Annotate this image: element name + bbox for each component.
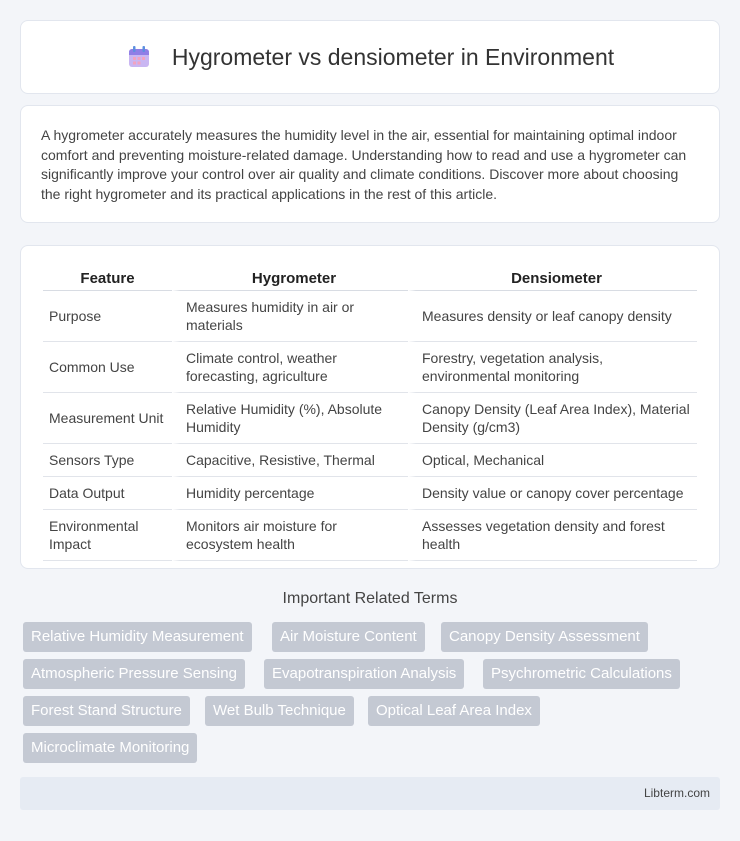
related-term-tag[interactable]: Optical Leaf Area Index (368, 696, 540, 726)
table-header-cell: Feature (43, 266, 172, 291)
table-row (43, 477, 697, 510)
title-card (20, 20, 720, 94)
intro-card (20, 105, 720, 223)
table-cell: Humidity percentage (172, 477, 408, 510)
table-header-row (43, 266, 697, 291)
comparison-table (43, 266, 697, 561)
related-term-tag[interactable]: Wet Bulb Technique (205, 696, 354, 726)
related-term-tag[interactable]: Relative Humidity Measurement (23, 622, 252, 652)
table-cell: Measures humidity in air or materials (172, 291, 408, 342)
table-cell: Sensors Type (43, 444, 172, 477)
table-cell: Environmental Impact (43, 510, 172, 561)
table-cell: Density value or canopy cover percentage (408, 477, 697, 510)
related-term-tag[interactable]: Forest Stand Structure (23, 696, 190, 726)
footer-site-link[interactable]: Libterm.com (643, 786, 710, 800)
related-term-tag[interactable]: Psychrometric Calculations (483, 659, 680, 689)
table-row (43, 291, 697, 342)
table-cell: Assesses vegetation density and forest health (408, 510, 697, 561)
table-cell: Capacitive, Resistive, Thermal (172, 444, 408, 477)
table-cell: Measurement Unit (43, 393, 172, 444)
table-cell: Monitors air moisture for ecosystem health (172, 510, 408, 561)
intro-paragraph: A hygrometer accurately measures the humidity level in the air, essential for maintaining optimal indoor comfort and preventing moisture-related damage. Understanding how to read and use a hygrometer can significantly improve your control over air quality and climate conditions. Discover more about choosing the right hygrometer and its practical applications in the rest of this article. (41, 127, 687, 202)
table-row (43, 510, 697, 561)
table-cell: Purpose (43, 291, 172, 342)
footer (20, 777, 720, 810)
table-header-cell: Hygrometer (172, 266, 408, 291)
table-cell: Forestry, vegetation analysis, environmental monitoring (408, 342, 697, 393)
related-term-tag[interactable]: Air Moisture Content (272, 622, 425, 652)
related-terms-title: Important Related Terms (282, 590, 458, 607)
calendar-icon (126, 44, 152, 70)
related-term-tag[interactable]: Atmospheric Pressure Sensing (23, 659, 245, 689)
related-term-tag[interactable]: Evapotranspiration Analysis (264, 659, 464, 689)
table-row (43, 393, 697, 444)
table-cell: Optical, Mechanical (408, 444, 697, 477)
related-term-tag[interactable]: Microclimate Monitoring (23, 733, 197, 763)
table-row (43, 342, 697, 393)
table-row (43, 444, 697, 477)
page-title: Hygrometer vs densiometer in Environment (171, 43, 615, 70)
related-term-tag[interactable]: Canopy Density Assessment (441, 622, 648, 652)
table-cell: Canopy Density (Leaf Area Index), Material Density (g/cm3) (408, 393, 697, 444)
table-cell: Relative Humidity (%), Absolute Humidity (172, 393, 408, 444)
table-cell: Data Output (43, 477, 172, 510)
table-cell: Climate control, weather forecasting, agriculture (172, 342, 408, 393)
table-cell: Common Use (43, 342, 172, 393)
table-header-cell: Densiometer (408, 266, 697, 291)
table-cell: Measures density or leaf canopy density (408, 291, 697, 342)
comparison-table-card (20, 245, 720, 569)
